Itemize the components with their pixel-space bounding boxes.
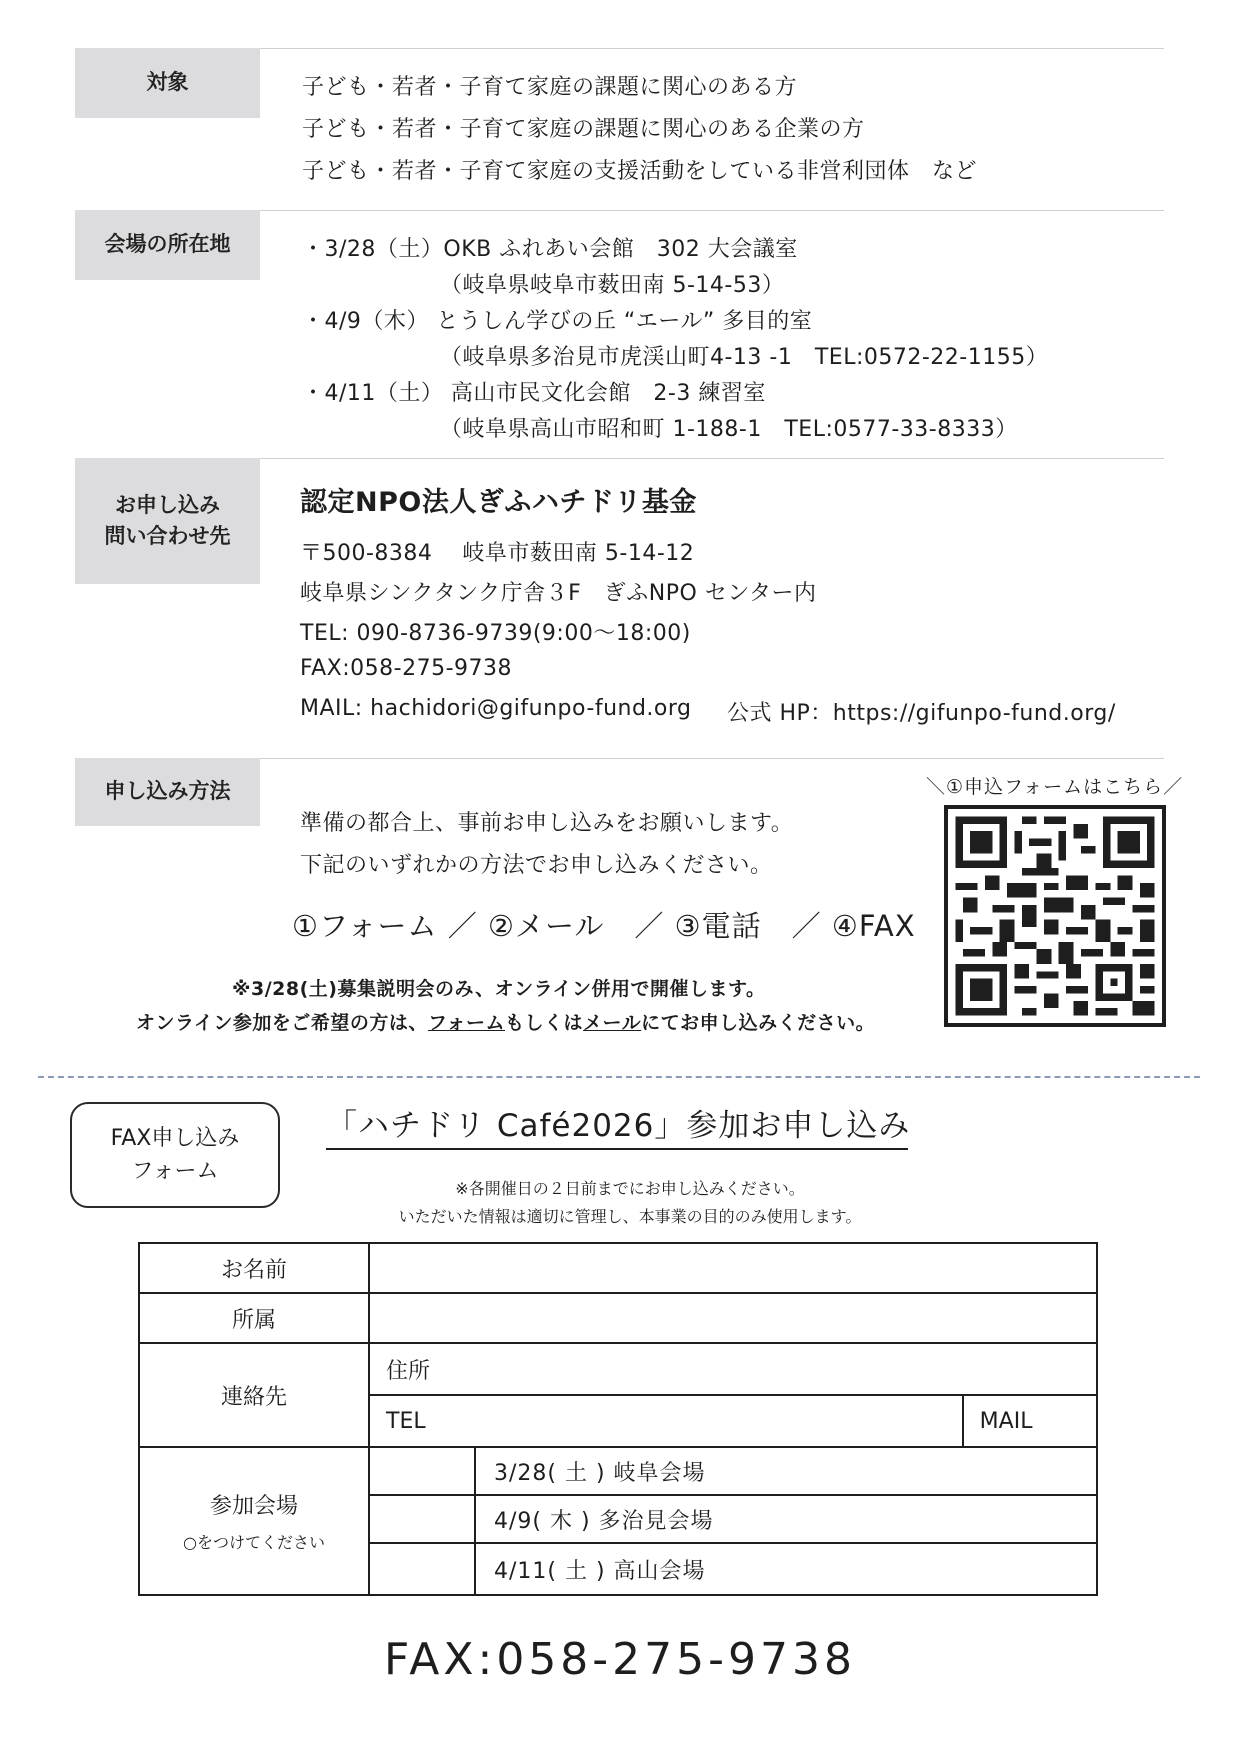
target-line-3: 子ども・若者・子育て家庭の支援活動をしている非営利団体 など xyxy=(302,159,978,184)
online-note-form-link[interactable]: フォーム xyxy=(427,1012,505,1034)
affiliation-label: 所属 xyxy=(139,1293,369,1343)
online-note-1: ※3/28(土)募集説明会のみ、オンライン併用で開催します。 xyxy=(232,978,766,1000)
section-label-contact xyxy=(75,458,260,584)
name-label: お名前 xyxy=(139,1243,369,1293)
contact-label: 連絡先 xyxy=(139,1343,369,1447)
venue-1-option: 3/28( 土 ) 岐阜会場 xyxy=(475,1447,1097,1495)
venue-1-address: （岐阜県岐阜市薮田南 5-14-53） xyxy=(440,273,785,298)
venue-3-name: ・4/11（土） 高山市民文化会館 2-3 練習室 xyxy=(302,381,766,406)
qr-code-image xyxy=(948,809,1162,1023)
application-form-table xyxy=(138,1242,1098,1596)
venue-3-checkbox[interactable] xyxy=(369,1543,475,1595)
venue-3-address: （岐阜県高山市昭和町 1-188-1 TEL:0577-33-8333） xyxy=(440,417,1018,442)
venue-2-address: （岐阜県多治見市虎渓山町4-13 -1 TEL:0572-22-1155） xyxy=(440,345,1049,370)
section-label-target: 対象 xyxy=(75,48,260,118)
contact-label-line-2: 問い合わせ先 xyxy=(104,524,231,548)
section-label-apply: 申し込み方法 xyxy=(75,758,260,826)
apply-methods: ①フォーム ／ ②メール ／ ③電話 ／ ④FAX xyxy=(292,909,916,943)
affiliation-field[interactable] xyxy=(369,1293,1097,1343)
venue-select-label xyxy=(139,1447,369,1595)
fax-number: FAX:058-275-9738 xyxy=(383,1634,857,1685)
venue-3-option: 4/11( 土 ) 高山会場 xyxy=(475,1543,1097,1595)
online-note-2 xyxy=(136,1008,875,1035)
organization-name: 認定NPO法人ぎふハチドリ基金 xyxy=(300,487,697,518)
form-note-1: ※各開催日の２日前までにお申し込みください。 xyxy=(455,1179,805,1198)
target-line-2: 子ども・若者・子育て家庭の課題に関心のある企業の方 xyxy=(302,117,865,142)
venue-1-checkbox[interactable] xyxy=(369,1447,475,1495)
address-field-label: 住所 xyxy=(386,1358,431,1384)
venue-select-hint: ○をつけてください xyxy=(183,1533,325,1552)
contact-tel: TEL: 090-8736-9739(9:00〜18:00) xyxy=(300,621,691,646)
online-note-mail-link[interactable]: メール xyxy=(583,1012,642,1034)
form-title: 「ハチドリ Café2026」参加お申し込み xyxy=(326,1108,911,1144)
venue-select-title: 参加会場 xyxy=(209,1494,298,1519)
mail-field[interactable] xyxy=(963,1395,1097,1447)
contact-label-line-1: お申し込み xyxy=(115,492,220,517)
venue-2-name: ・4/9（木） とうしん学びの丘 “エール” 多目的室 xyxy=(302,309,813,334)
online-note-2-a: オンライン参加をご希望の方は、 xyxy=(136,1012,428,1034)
qr-caption: ＼①申込フォームはこちら／ xyxy=(926,776,1184,798)
address-field[interactable] xyxy=(369,1343,1097,1395)
form-note-2: いただいた情報は適切に管理し、本事業の目的のみ使用します。 xyxy=(398,1207,862,1226)
venue-1-name: ・3/28（土）OKB ふれあい会館 302 大会議室 xyxy=(302,237,798,262)
fax-form-badge-line-1: FAX申し込み xyxy=(110,1126,240,1151)
name-field[interactable] xyxy=(369,1243,1097,1293)
apply-line-1: 準備の都合上、事前お申し込みをお願いします。 xyxy=(300,811,794,836)
contact-fax: FAX:058-275-9738 xyxy=(300,656,513,681)
contact-homepage[interactable]: 公式 HP：https://gifunpo-fund.org/ xyxy=(727,701,1116,726)
online-note-2-e: にてお申し込みください。 xyxy=(641,1012,876,1034)
target-line-1: 子ども・若者・子育て家庭の課題に関心のある方 xyxy=(302,75,798,100)
contact-mail[interactable]: MAIL: hachidori@gifunpo-fund.org xyxy=(300,696,692,721)
fax-form-badge-line-2: フォーム xyxy=(131,1159,219,1184)
apply-line-2: 下記のいずれかの方法でお申し込みください。 xyxy=(300,853,773,878)
contact-address-1: 〒500-8384 岐阜市薮田南 5-14-12 xyxy=(300,541,695,566)
tel-field[interactable] xyxy=(369,1395,963,1447)
online-note-2-c: もしくは xyxy=(505,1012,584,1034)
cut-line xyxy=(38,1076,1200,1078)
section-label-venues: 会場の所在地 xyxy=(75,210,260,280)
mail-field-label: MAIL xyxy=(979,1408,1033,1434)
form-title-underline xyxy=(326,1148,908,1150)
venue-2-option: 4/9( 木 ) 多治見会場 xyxy=(475,1495,1097,1543)
qr-code[interactable] xyxy=(944,805,1166,1027)
venue-2-checkbox[interactable] xyxy=(369,1495,475,1543)
tel-field-label: TEL xyxy=(386,1408,426,1434)
fax-form-badge xyxy=(70,1102,280,1208)
contact-address-2: 岐阜県シンクタンク庁舎３F ぎふNPO センター内 xyxy=(300,581,817,606)
